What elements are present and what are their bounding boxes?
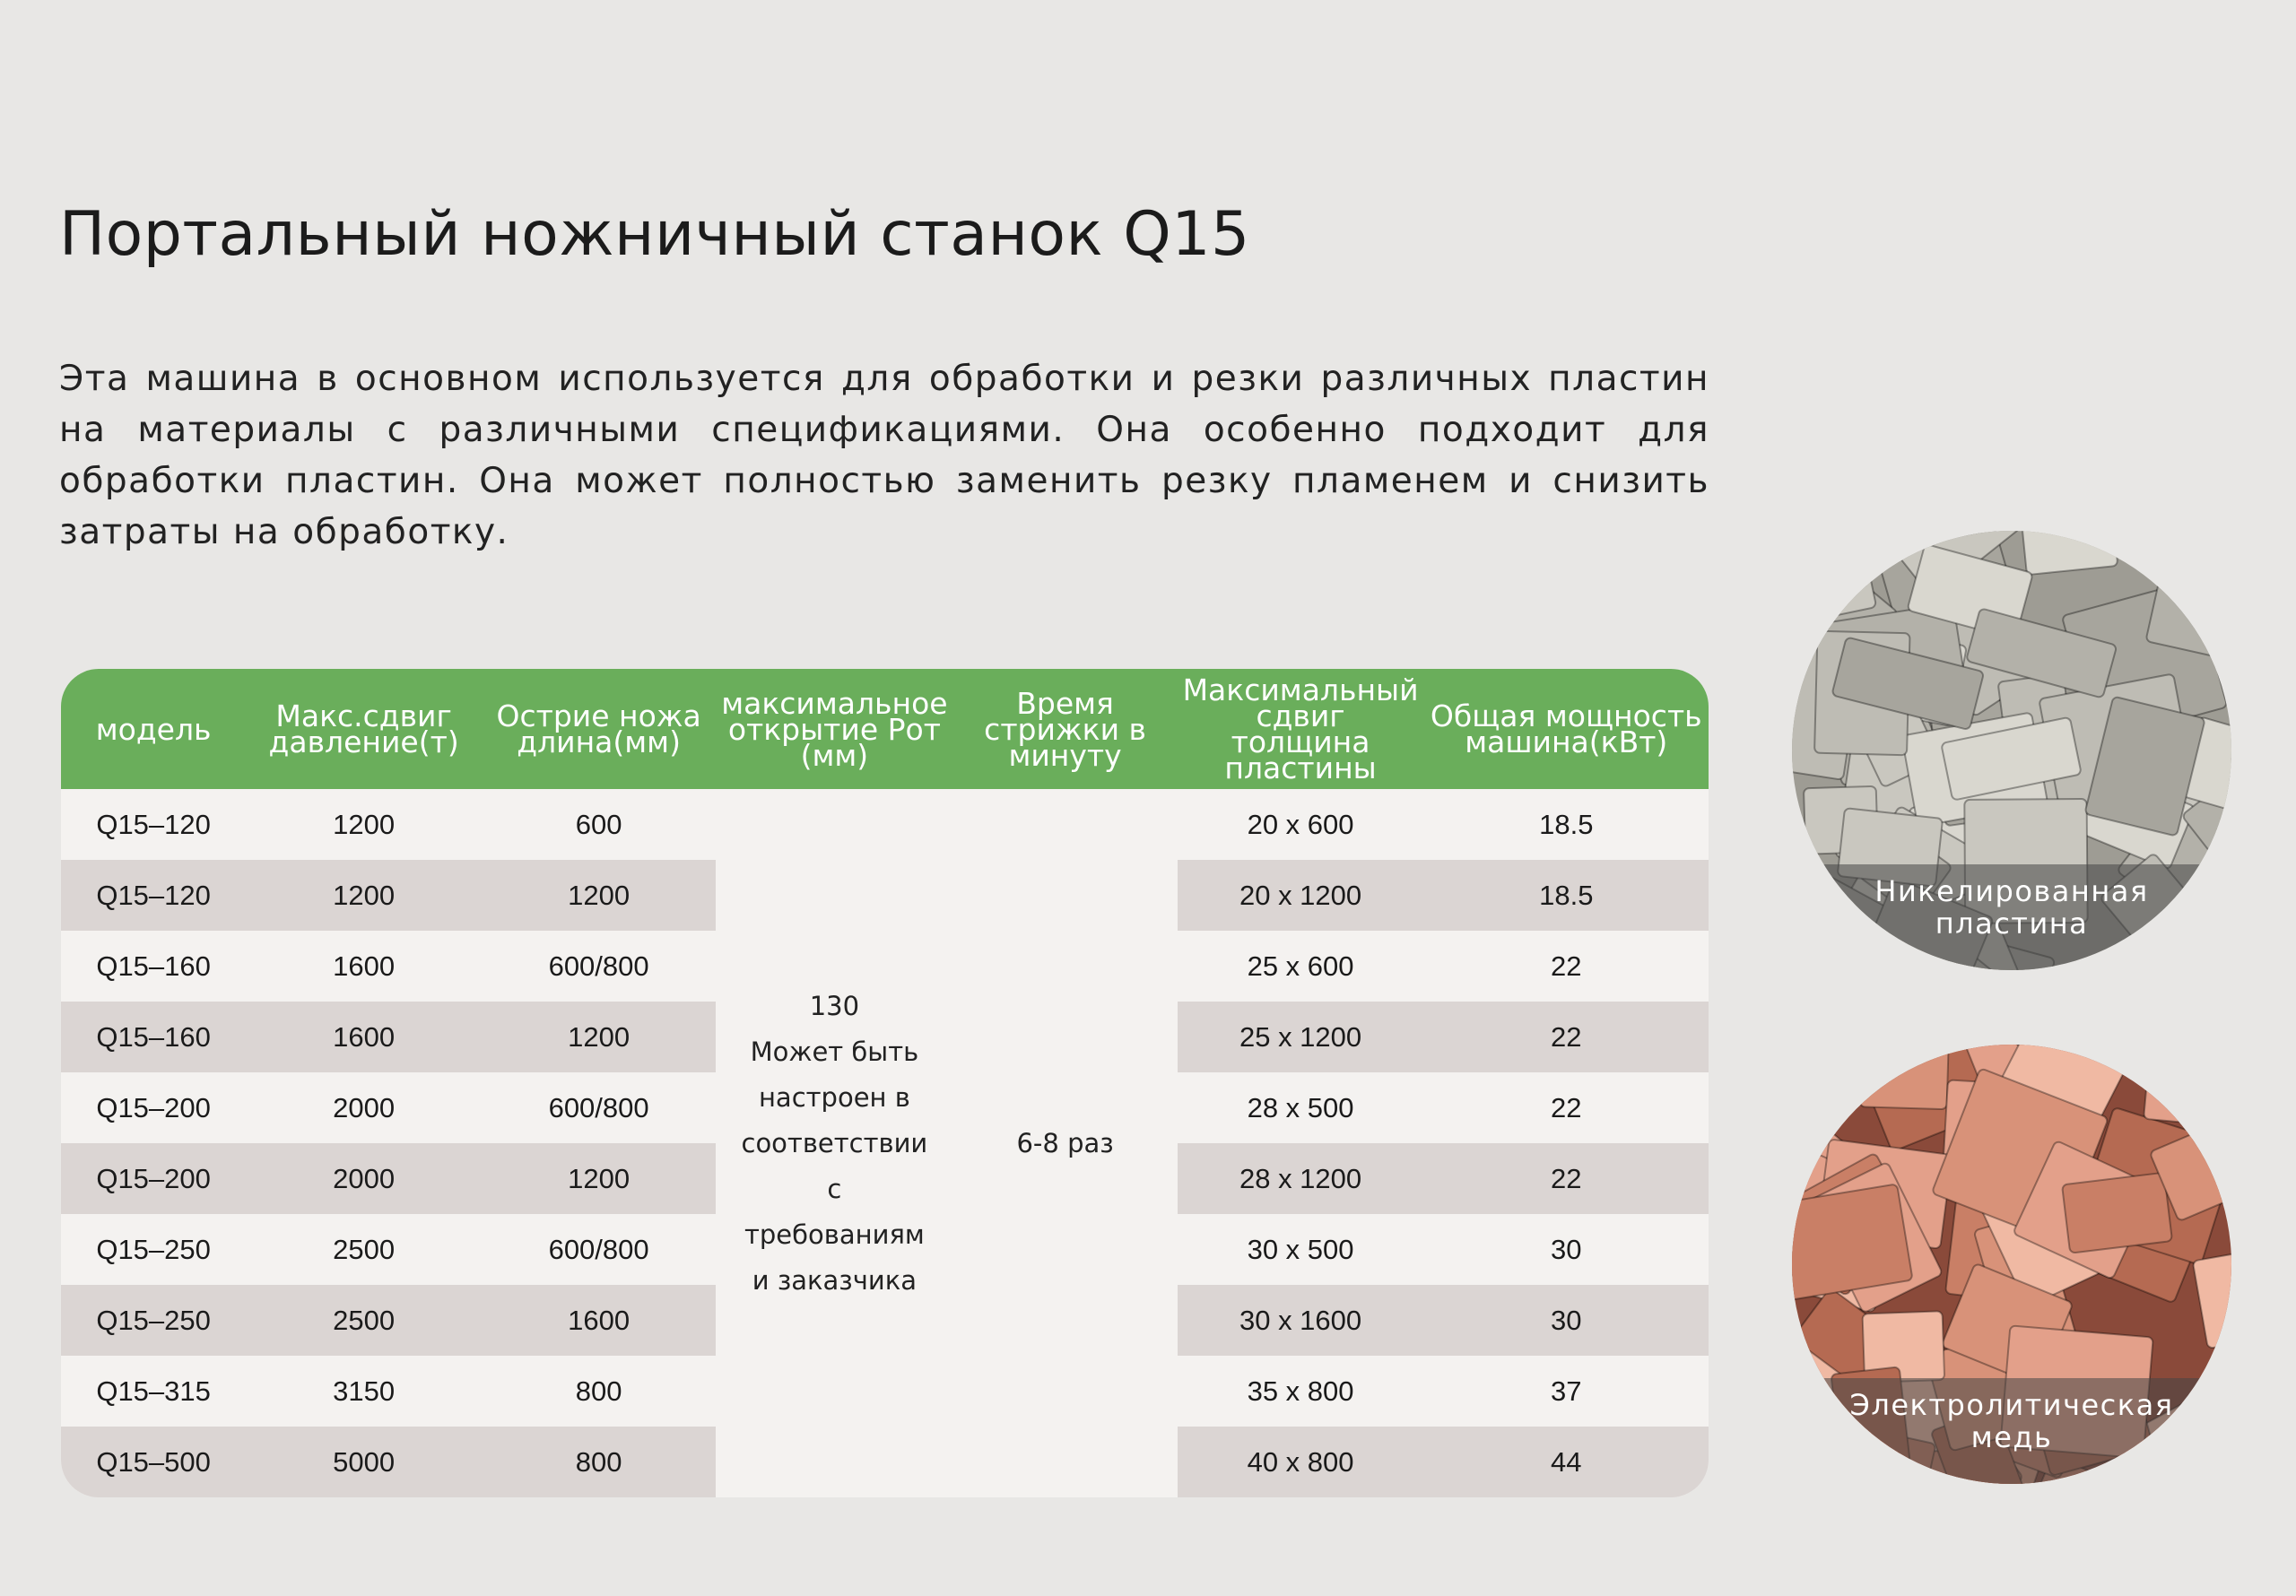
cell-max-thickness: 40 x 800 bbox=[1178, 1427, 1424, 1497]
spec-table-container bbox=[61, 669, 1709, 1497]
cell-pressure: 1200 bbox=[246, 789, 482, 860]
cell-cuts-per-minute-merged: 6-8 раз bbox=[1016, 1127, 1114, 1158]
cell-blade-length: 800 bbox=[482, 1427, 716, 1497]
cell-total-power: 22 bbox=[1424, 1143, 1709, 1214]
caption-line: Электролитическая bbox=[1849, 1388, 2174, 1422]
cell-max-thickness: 20 x 600 bbox=[1178, 789, 1424, 860]
plate-piece bbox=[1860, 1045, 1950, 1109]
header-cuts-per-minute: Время стрижки в минуту bbox=[953, 669, 1178, 789]
cell-total-power: 30 bbox=[1424, 1214, 1709, 1285]
cell-pressure: 2000 bbox=[246, 1072, 482, 1143]
cell-blade-length: 600/800 bbox=[482, 1072, 716, 1143]
cell-total-power: 18.5 bbox=[1424, 860, 1709, 931]
cell-total-power: 22 bbox=[1424, 1072, 1709, 1143]
cell-max-thickness: 28 x 500 bbox=[1178, 1072, 1424, 1143]
cell-blade-length: 1600 bbox=[482, 1285, 716, 1356]
opening-note-line: и заказчика bbox=[752, 1264, 917, 1296]
opening-note-line: Может быть bbox=[750, 1036, 919, 1067]
plate-piece bbox=[2144, 1045, 2231, 1129]
cell-model: Q15–160 bbox=[61, 1002, 246, 1072]
nickel-plate-caption bbox=[1792, 864, 2231, 970]
cell-model: Q15–200 bbox=[61, 1143, 246, 1214]
cell-model: Q15–250 bbox=[61, 1214, 246, 1285]
header-model: модель bbox=[61, 669, 246, 789]
header-max-opening: максимальное открытие Рот (мм) bbox=[716, 669, 952, 789]
opening-note-line: требованиям bbox=[744, 1219, 925, 1250]
description-paragraph: Эта машина в основном используется для обработки и резки различных пластин на материалы с различными спецификациями. Она особенно подходит для обработки пластин. Она может полностью заменить резку пламенем и снизить затраты на обработку. bbox=[59, 359, 1709, 552]
cell-total-power: 18.5 bbox=[1424, 789, 1709, 860]
cell-blade-length: 600 bbox=[482, 789, 716, 860]
cell-model: Q15–200 bbox=[61, 1072, 246, 1143]
table-header-row bbox=[61, 669, 1709, 789]
cell-total-power: 37 bbox=[1424, 1356, 1709, 1427]
cell-blade-length: 800 bbox=[482, 1356, 716, 1427]
cell-max-thickness: 25 x 600 bbox=[1178, 931, 1424, 1002]
spec-table bbox=[61, 669, 1709, 1497]
cell-max-opening-merged bbox=[716, 789, 952, 1497]
cell-pressure: 1600 bbox=[246, 1002, 482, 1072]
header-pressure: Макс.сдвиг давление(т) bbox=[246, 669, 482, 789]
opening-note-line: 130 bbox=[809, 990, 860, 1021]
cell-blade-length: 600/800 bbox=[482, 931, 716, 1002]
cell-blade-length: 1200 bbox=[482, 1002, 716, 1072]
cell-blade-length: 600/800 bbox=[482, 1214, 716, 1285]
cell-pressure: 2000 bbox=[246, 1143, 482, 1214]
copper-caption bbox=[1792, 1378, 2231, 1484]
cell-max-thickness: 28 x 1200 bbox=[1178, 1143, 1424, 1214]
cell-pressure: 1600 bbox=[246, 931, 482, 1002]
cell-pressure: 3150 bbox=[246, 1356, 482, 1427]
cell-pressure: 5000 bbox=[246, 1427, 482, 1497]
cell-max-thickness: 30 x 500 bbox=[1178, 1214, 1424, 1285]
cell-pressure: 2500 bbox=[246, 1285, 482, 1356]
cell-model: Q15–315 bbox=[61, 1356, 246, 1427]
table-row bbox=[61, 789, 1709, 860]
cell-total-power: 22 bbox=[1424, 1002, 1709, 1072]
header-total-power: Общая мощность машина(кВт) bbox=[1424, 669, 1709, 789]
cell-model: Q15–160 bbox=[61, 931, 246, 1002]
nickel-plate-photo bbox=[1792, 531, 2231, 970]
cell-model: Q15–250 bbox=[61, 1285, 246, 1356]
cell-total-power: 30 bbox=[1424, 1285, 1709, 1356]
cell-blade-length: 1200 bbox=[482, 1143, 716, 1214]
cell-pressure: 1200 bbox=[246, 860, 482, 931]
cell-total-power: 22 bbox=[1424, 931, 1709, 1002]
cell-model: Q15–120 bbox=[61, 860, 246, 931]
electrolytic-copper-photo bbox=[1792, 1045, 2231, 1484]
caption-line: пластина bbox=[1935, 906, 2089, 941]
caption-line: Никелированная bbox=[1874, 874, 2149, 908]
cell-max-thickness: 20 x 1200 bbox=[1178, 860, 1424, 931]
cell-total-power: 44 bbox=[1424, 1427, 1709, 1497]
cell-model: Q15–500 bbox=[61, 1427, 246, 1497]
header-max-thickness: Максимальный сдвиг толщина пластины bbox=[1178, 669, 1424, 789]
page-title: Портальный ножничный станок Q15 bbox=[59, 199, 1250, 270]
opening-note-line: с bbox=[827, 1173, 842, 1204]
cell-max-thickness: 25 x 1200 bbox=[1178, 1002, 1424, 1072]
cell-pressure: 2500 bbox=[246, 1214, 482, 1285]
opening-note-line: настроен в bbox=[758, 1081, 910, 1113]
cell-model: Q15–120 bbox=[61, 789, 246, 860]
caption-line: медь bbox=[1970, 1420, 2053, 1454]
cell-max-thickness: 30 x 1600 bbox=[1178, 1285, 1424, 1356]
cell-max-thickness: 35 x 800 bbox=[1178, 1356, 1424, 1427]
opening-note-line: соответствии bbox=[741, 1127, 928, 1158]
header-blade-length: Острие ножа длина(мм) bbox=[482, 669, 716, 789]
cell-blade-length: 1200 bbox=[482, 860, 716, 931]
plate-piece bbox=[2062, 1173, 2172, 1253]
